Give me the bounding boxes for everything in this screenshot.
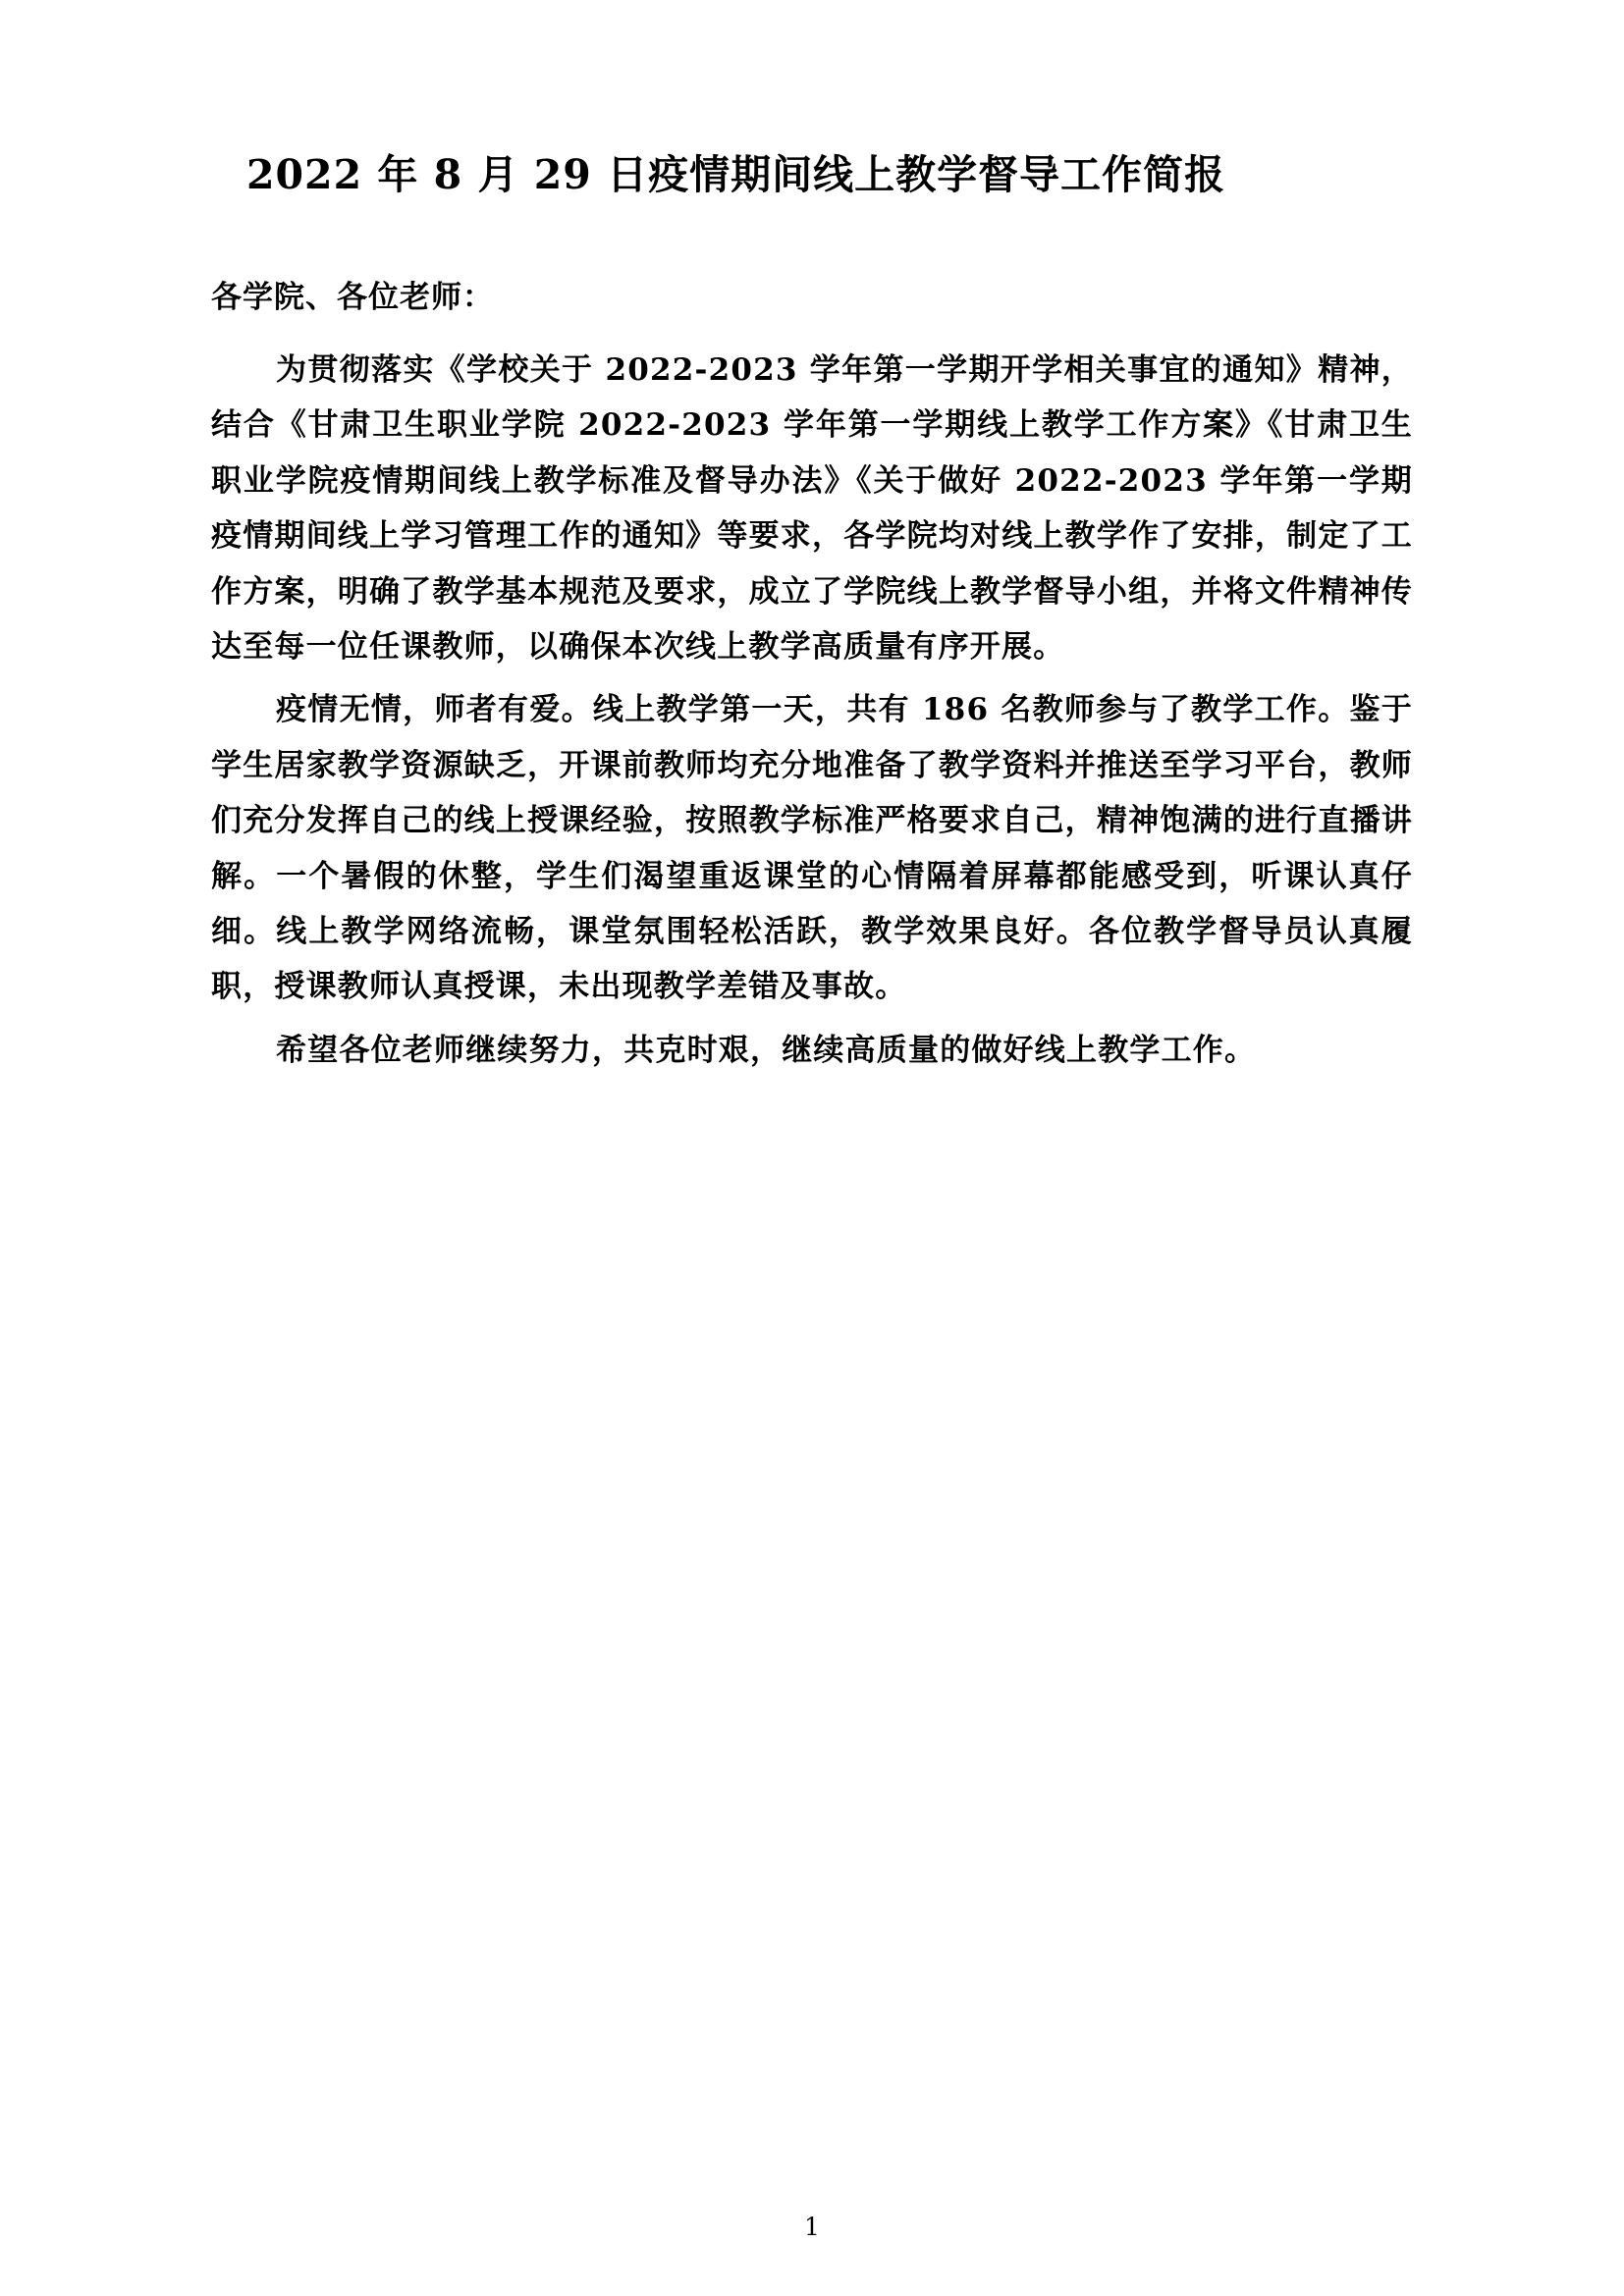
- page-number: 1: [804, 2213, 820, 2241]
- body-paragraph-2: 疫情无情，师者有爱。线上教学第一天，共有 186 名教师参与了教学工作。鉴于学生居家教学资源缺乏，开课前教师均充分地准备了教学资料并推送至学习平台，教师们充分发挥自己的线上授课经验，按照教学标准严格要求自己，精神饱满的进行直播讲解。一个暑假的休整，学生们渴望重返课堂的心情隔着屏幕都能感受到，听课认真仔细。线上教学网络流畅，课堂氛围轻松活跃，教学效果良好。各位教学督导员认真履职，授课教师认真授课，未出现教学差错及事故。: [211, 692, 1413, 1005]
- body-paragraph-1: 为贯彻落实《学校关于 2022-2023 学年第一学期开学相关事宜的通知》精神，结合《甘肃卫生职业学院 2022-2023 学年第一学期线上教学工作方案》《甘肃卫生职业学院疫情期间线上教学标准及督导办法》《关于做好 2022-2023 学年第一学期疫情期间线上学习管理工作的通知》等要求，各学院均对线上教学作了安排，制定了工作方案，明确了教学基本规范及要求，成立了学院线上教学督导小组，并将文件精神传达至每一位任课教师，以确保本次线上教学高质量有序开展。: [211, 351, 1414, 666]
- salutation: 各学院、各位老师：: [211, 280, 494, 316]
- body-paragraph-3: 希望各位老师继续努力，共克时艰，继续高质量的做好线上教学工作。: [276, 1032, 1257, 1068]
- page-title: 2022 年 8 月 29 日疫情期间线上教学督导工作简报: [246, 151, 1226, 198]
